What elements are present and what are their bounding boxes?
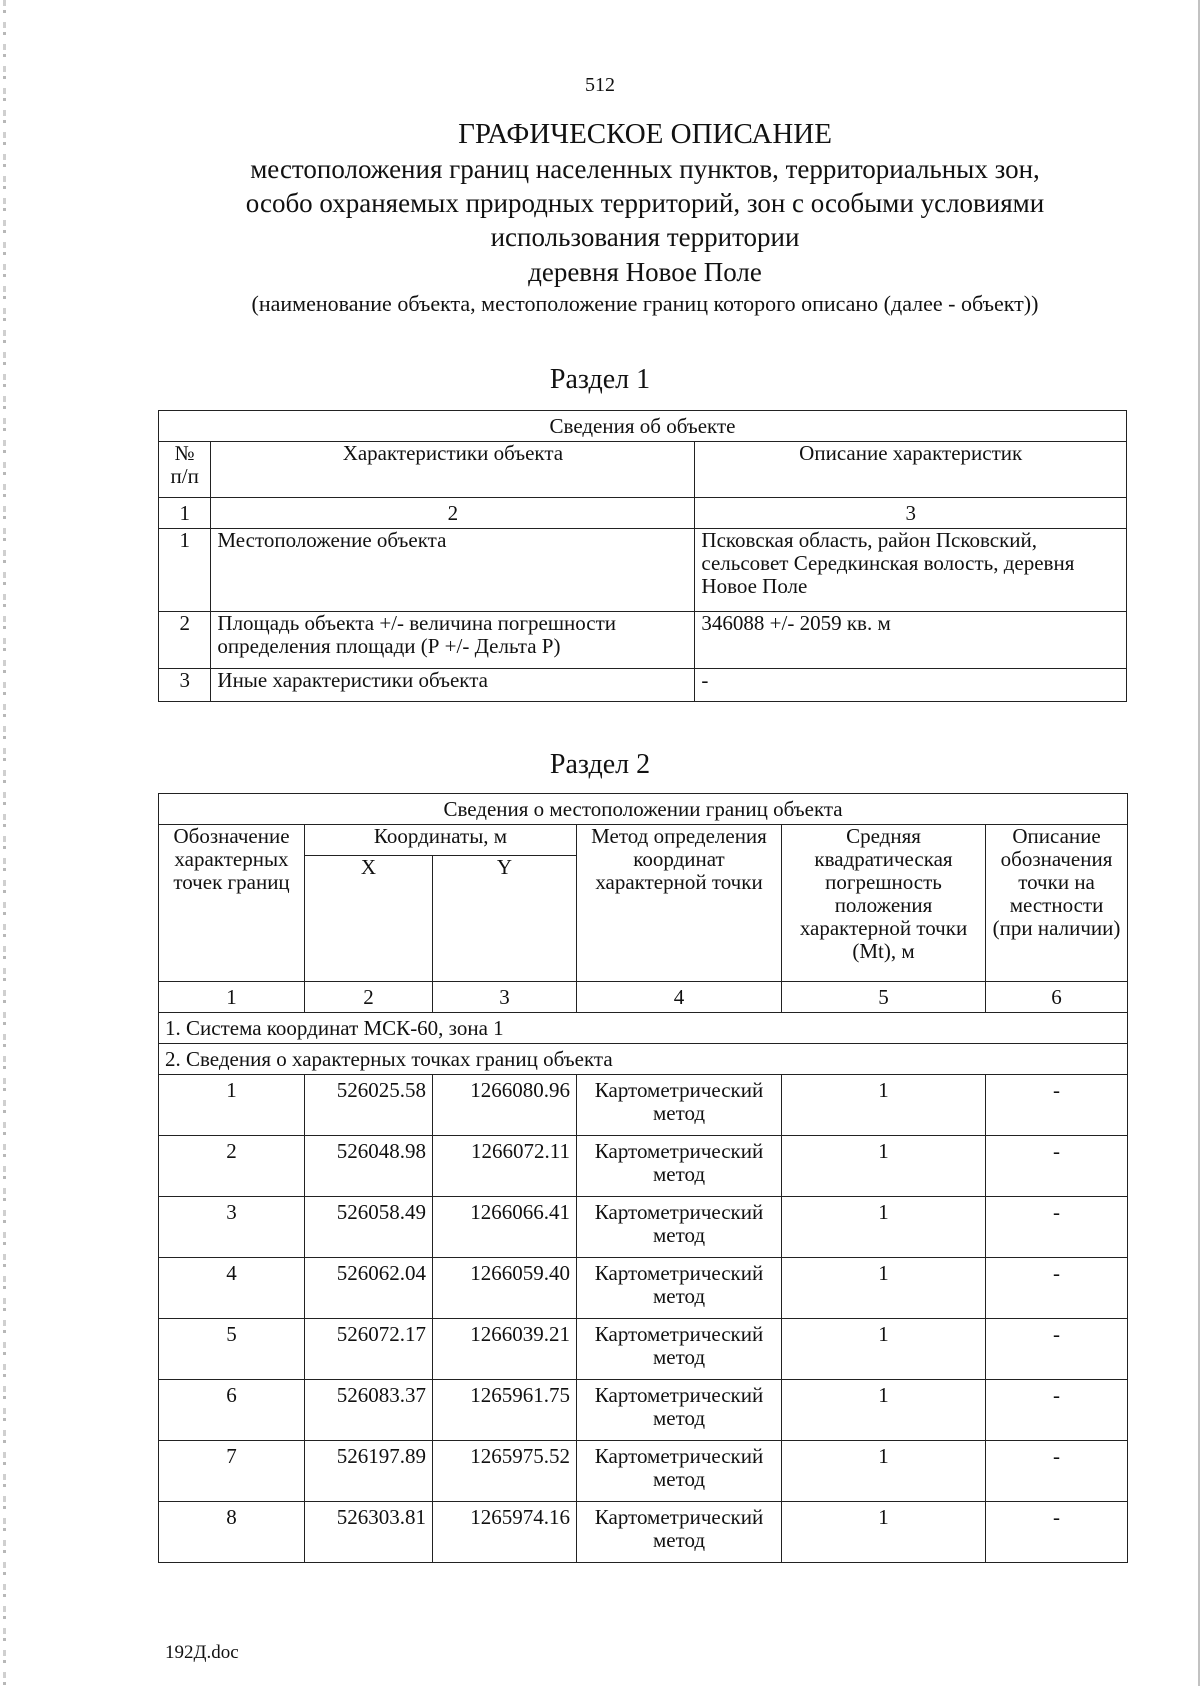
points-section-row: 2. Сведения о характерных точках границ объекта [159, 1044, 1128, 1075]
point-x: 526025.58 [305, 1075, 433, 1136]
table-row [159, 1319, 1128, 1380]
column-header-method: Метод определения координат характерной точки [577, 825, 782, 982]
column-number: 3 [433, 982, 577, 1013]
point-description: - [986, 1319, 1128, 1380]
point-y: 1266059.40 [433, 1258, 577, 1319]
section2-title: Раздел 2 [549, 749, 651, 780]
table-row [159, 1075, 1128, 1136]
point-y: 1265974.16 [433, 1502, 577, 1563]
point-error: 1 [782, 1136, 986, 1197]
column-header-coordinates: Координаты, м [305, 825, 577, 856]
page-number: 512 [585, 74, 615, 96]
point-y: 1266039.21 [433, 1319, 577, 1380]
column-header: Характеристики объекта [211, 442, 695, 498]
characteristic-value: 346088 +/- 2059 кв. м [695, 612, 1127, 669]
column-header-error: Средняя квадратическая погрешность положения характерной точки (Мt), м [782, 825, 986, 982]
point-description: - [986, 1136, 1128, 1197]
point-id: 8 [159, 1502, 305, 1563]
footer-filename: 192Д.doc [165, 1642, 239, 1663]
point-error: 1 [782, 1380, 986, 1441]
table-row [159, 529, 1127, 612]
point-description: - [986, 1441, 1128, 1502]
coordinate-system-row: 1. Система координат МСК-60, зона 1 [159, 1013, 1128, 1044]
object-note: (наименование объекта, местоположение границ которого описано (далее - объект)) [251, 291, 1039, 316]
characteristic-name: Площадь объекта +/- величина погрешности определения площади (Р +/- Дельта Р) [211, 612, 695, 669]
point-error: 1 [782, 1197, 986, 1258]
column-number: 1 [159, 498, 211, 529]
object-info-table [158, 410, 1127, 702]
column-number: 4 [577, 982, 782, 1013]
point-method: Картометрический метод [577, 1136, 782, 1197]
table-row [159, 1502, 1128, 1563]
point-id: 3 [159, 1197, 305, 1258]
point-id: 1 [159, 1075, 305, 1136]
point-method: Картометрический метод [577, 1319, 782, 1380]
column-number: 6 [986, 982, 1128, 1013]
subtitle-line-3: использования территории [490, 222, 800, 252]
point-error: 1 [782, 1075, 986, 1136]
table-caption: Сведения о местоположении границ объекта [159, 794, 1128, 825]
column-header: № п/п [159, 442, 211, 498]
table-row [159, 669, 1127, 702]
characteristic-name: Местоположение объекта [211, 529, 695, 612]
characteristic-value: Псковская область, район Псковский, сельсовет Середкинская волость, деревня Новое Поле [695, 529, 1127, 612]
point-error: 1 [782, 1319, 986, 1380]
point-id: 5 [159, 1319, 305, 1380]
point-error: 1 [782, 1441, 986, 1502]
table-row [159, 1136, 1128, 1197]
point-description: - [986, 1380, 1128, 1441]
document-title: ГРАФИЧЕСКОЕ ОПИСАНИЕ [458, 118, 832, 150]
point-method: Картометрический метод [577, 1075, 782, 1136]
object-name: деревня Новое Поле [528, 257, 762, 287]
column-number: 3 [695, 498, 1127, 529]
point-x: 526048.98 [305, 1136, 433, 1197]
column-header-x: X [305, 856, 433, 982]
point-id: 7 [159, 1441, 305, 1502]
point-x: 526058.49 [305, 1197, 433, 1258]
point-y: 1265961.75 [433, 1380, 577, 1441]
point-method: Картометрический метод [577, 1197, 782, 1258]
column-number: 5 [782, 982, 986, 1013]
column-number: 2 [305, 982, 433, 1013]
point-method: Картометрический метод [577, 1258, 782, 1319]
point-description: - [986, 1075, 1128, 1136]
point-method: Картометрический метод [577, 1441, 782, 1502]
boundary-points-table [158, 793, 1128, 1563]
scan-edge-left [3, 0, 6, 1686]
table-row [159, 1441, 1128, 1502]
characteristic-value: - [695, 669, 1127, 702]
point-id: 2 [159, 1136, 305, 1197]
column-header-description: Описание обозначения точки на местности (при наличии) [986, 825, 1128, 982]
point-x: 526083.37 [305, 1380, 433, 1441]
characteristic-name: Иные характеристики объекта [211, 669, 695, 702]
subtitle-line-2: особо охраняемых природных территорий, зон с особыми условиями [245, 188, 1045, 218]
point-y: 1266066.41 [433, 1197, 577, 1258]
point-description: - [986, 1197, 1128, 1258]
point-x: 526303.81 [305, 1502, 433, 1563]
table-row [159, 1380, 1128, 1441]
point-error: 1 [782, 1258, 986, 1319]
point-x: 526072.17 [305, 1319, 433, 1380]
point-y: 1265975.52 [433, 1441, 577, 1502]
row-number: 2 [159, 612, 211, 669]
row-number: 1 [159, 529, 211, 612]
point-description: - [986, 1258, 1128, 1319]
column-number: 2 [211, 498, 695, 529]
section1-title: Раздел 1 [549, 364, 651, 395]
point-x: 526197.89 [305, 1441, 433, 1502]
point-error: 1 [782, 1502, 986, 1563]
point-id: 6 [159, 1380, 305, 1441]
point-method: Картометрический метод [577, 1380, 782, 1441]
point-y: 1266072.11 [433, 1136, 577, 1197]
point-id: 4 [159, 1258, 305, 1319]
column-header: Описание характеристик [695, 442, 1127, 498]
column-number: 1 [159, 982, 305, 1013]
point-method: Картометрический метод [577, 1502, 782, 1563]
row-number: 3 [159, 669, 211, 702]
subtitle-line-1: местоположения границ населенных пунктов, территориальных зон, [250, 154, 1040, 184]
point-description: - [986, 1502, 1128, 1563]
column-header-designation: Обозначение характерных точек границ [159, 825, 305, 982]
table-row [159, 612, 1127, 669]
point-y: 1266080.96 [433, 1075, 577, 1136]
document-header [150, 116, 1140, 318]
table-row [159, 1258, 1128, 1319]
point-x: 526062.04 [305, 1258, 433, 1319]
column-header-y: Y [433, 856, 577, 982]
table-caption: Сведения об объекте [159, 411, 1127, 442]
table-row [159, 1197, 1128, 1258]
